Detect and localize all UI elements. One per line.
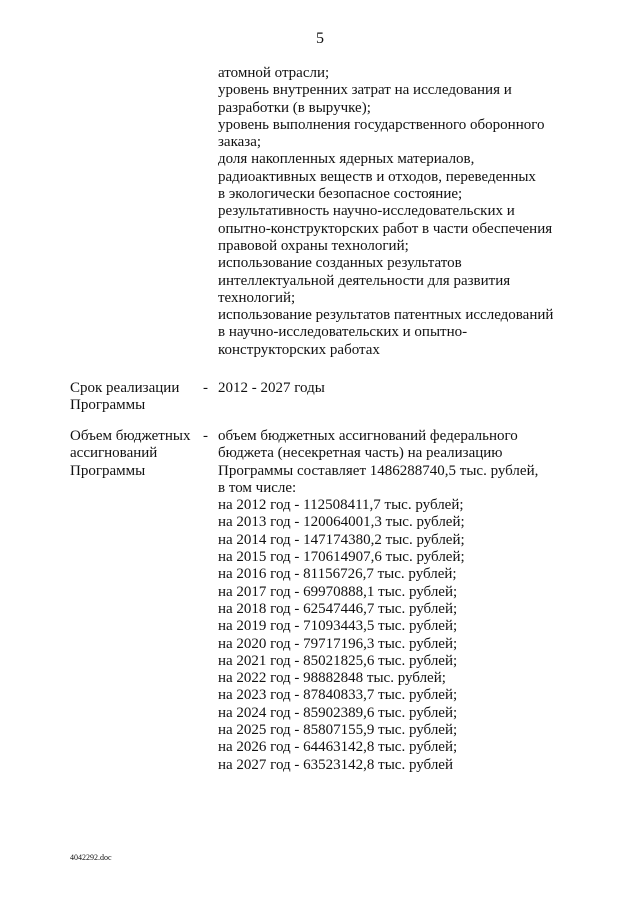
term-value (218, 380, 578, 397)
budget-label-line: Объем бюджетных (70, 428, 191, 444)
budget-value (218, 428, 578, 774)
indicator-line: технологий; (218, 289, 296, 306)
budget-intro-line: бюджета (несекретная часть) на реализацию (218, 445, 503, 462)
budget-dash: - (203, 428, 208, 444)
indicator-line: уровень выполнения государственного оборонного (218, 116, 545, 133)
budget-year-line: на 2013 год - 120064001,3 тыс. рублей; (218, 514, 465, 531)
indicator-line: разработки (в выручке); (218, 99, 371, 116)
budget-year-line: на 2023 год - 87840833,7 тыс. рублей; (218, 687, 458, 704)
budget-year-line: на 2020 год - 79717196,3 тыс. рублей; (218, 635, 458, 652)
term-label (70, 380, 200, 415)
budget-year-line: на 2017 год - 69970888,1 тыс. рублей; (218, 583, 458, 600)
budget-year-line: на 2015 год - 170614907,6 тыс. рублей; (218, 549, 465, 566)
budget-year-line: на 2026 год - 64463142,8 тыс. рублей; (218, 739, 458, 756)
page-number: 5 (316, 30, 324, 47)
indicator-line: правовой охраны технологий; (218, 237, 409, 254)
indicator-line: радиоактивных веществ и отходов, переведенных (218, 168, 536, 185)
indicator-line: уровень внутренних затрат на исследования и (218, 82, 512, 99)
budget-intro-line: объем бюджетных ассигнований федерального (218, 428, 518, 444)
budget-year-line: на 2018 год - 62547446,7 тыс. рублей; (218, 600, 458, 617)
budget-label (70, 428, 200, 480)
budget-year-line: на 2025 год - 85807155,9 тыс. рублей; (218, 722, 458, 739)
budget-year-line: на 2022 год - 98882848 тыс. рублей; (218, 670, 446, 687)
indicator-line: в экологически безопасное состояние; (218, 186, 463, 203)
budget-year-line: на 2021 год - 85021825,6 тыс. рублей; (218, 652, 458, 669)
indicator-line: атомной отрасли; (218, 65, 330, 81)
budget-label-line: Программы (70, 462, 146, 479)
budget-year-line: на 2019 год - 71093443,5 тыс. рублей; (218, 618, 458, 635)
term-dash: - (203, 380, 208, 396)
budget-year-line: на 2012 год - 112508411,7 тыс. рублей; (218, 497, 464, 514)
term-value-line: 2012 - 2027 годы (218, 380, 325, 396)
budget-year-line: на 2027 год - 63523142,8 тыс. рублей (218, 756, 453, 773)
term-label-line: Срок реализации (70, 380, 180, 396)
budget-intro-line: в том числе: (218, 479, 297, 496)
budget-intro-line: Программы составляет 1486288740,5 тыс. рублей, (218, 462, 539, 479)
indicator-line: использование результатов патентных исследований (218, 307, 554, 324)
budget-year-line: на 2014 год - 147174380,2 тыс. рублей; (218, 531, 465, 548)
budget-year-line: на 2016 год - 81156726,7 тыс. рублей; (218, 566, 457, 583)
indicators-list (218, 65, 578, 359)
budget-label-line: ассигнований (70, 445, 158, 462)
indicator-line: доля накопленных ядерных материалов, (218, 151, 475, 168)
indicator-line: в научно-исследовательских и опытно- (218, 324, 468, 341)
footer-file-name: 4042292.doc (70, 853, 112, 862)
indicator-line: конструкторских работах (218, 341, 380, 358)
indicator-line: опытно-конструкторских работ в части обеспечения (218, 220, 553, 237)
budget-year-line: на 2024 год - 85902389,6 тыс. рублей; (218, 704, 458, 721)
indicator-line: результативность научно-исследовательских и (218, 203, 515, 220)
indicator-line: заказа; (218, 134, 262, 151)
indicator-line: использование созданных результатов (218, 255, 462, 272)
indicator-line: интеллектуальной деятельности для развития (218, 272, 511, 289)
term-label-line: Программы (70, 397, 146, 414)
